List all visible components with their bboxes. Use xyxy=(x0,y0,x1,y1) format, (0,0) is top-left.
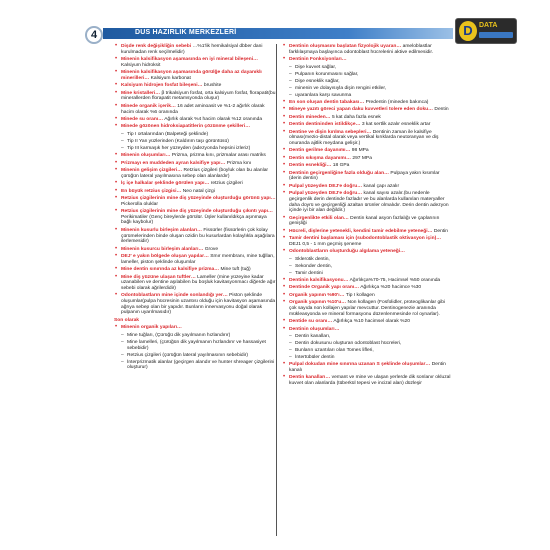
sub-item: – uyaranlara karşı savunma xyxy=(282,93,452,99)
bullet-text: Prizma, prizma kını, prizmalar arası matriks xyxy=(171,153,266,159)
bullet-item xyxy=(114,161,276,167)
bullet-text: Dentin xyxy=(434,107,449,113)
bullet-term: İç içe halkalar şeklinde görülen yapı… xyxy=(121,181,210,187)
bullet-item xyxy=(282,191,452,214)
bullet-item xyxy=(114,83,276,89)
bullet-term: Kalsiyum hidrojen fosfat bileşeni… xyxy=(121,83,203,89)
bullet-item xyxy=(114,153,276,159)
bullet-term: Minede su oranı… xyxy=(121,117,164,122)
bullet-text: Dentin xyxy=(433,228,449,234)
bullet-item xyxy=(282,229,452,235)
bullet-item xyxy=(282,122,452,128)
bullet-item xyxy=(282,300,452,317)
bullet-item xyxy=(282,278,452,284)
bullet-text: 297 MPa xyxy=(352,155,372,161)
bullet-item xyxy=(114,267,276,273)
bullet-text: vemant ve mine ve ulaşan yerlerde dik sonlanır okluzal kuvvet olan alanlarda (tüberkül tepesi ve incizal alan) düzleşir xyxy=(289,375,451,386)
sub-item: – Pulpanın korunmasını sağlar, xyxy=(282,72,452,78)
bullet-text: Predentin (mineden bakınca) xyxy=(365,99,429,105)
bullet-term: Dentin sıkışma dayanımı… xyxy=(289,155,351,161)
bullet-item xyxy=(282,362,452,373)
sub-item: – Sekonder dentin, xyxy=(282,264,452,270)
logo-bar xyxy=(479,32,513,38)
bullet-item xyxy=(282,57,452,63)
bullet-item xyxy=(114,70,276,81)
bullet-term: Minenin organik yapıları… xyxy=(121,325,182,331)
bullet-text: retzius çizgileri xyxy=(210,181,243,187)
sub-item: – Dişe esneklik sağlar, xyxy=(282,79,452,85)
bullet-text: Pickerolla oluklar xyxy=(121,201,158,207)
bullet-term: Mine dentin sınırında az kalsifiye prizma… xyxy=(121,267,220,273)
bullet-text: β trikalsiyum fosfat, orta kalsiyum fosfat, florapatit(bu minerallerden florapatit metamsyonda oluşur) xyxy=(121,90,276,102)
bullet-item xyxy=(282,156,452,162)
bullet-text: …%1'lik hemikalsiyal dbber dani kurulmadan renk seçilmelidir) xyxy=(121,44,263,55)
bullet-term: Dentinin Fonksiyonları… xyxy=(289,57,347,63)
bullet-text: DEJ1 0,5 - 1 mm geçmiş şeneme xyxy=(289,241,362,247)
bullet-item xyxy=(114,293,276,316)
bullet-item xyxy=(282,148,452,154)
left-column xyxy=(114,44,276,372)
sub-item: – Sklerotik dentin, xyxy=(282,257,452,263)
right-column xyxy=(282,44,452,388)
bullet-term: Prizmayı en muddeden ayran kalsifiye yapı… xyxy=(121,160,226,166)
bullet-item xyxy=(282,171,452,182)
logo-text: DATA xyxy=(479,22,498,29)
bullet-text: Dentin kanal asyon fazlalığı ve çaplarının genişliği xyxy=(289,215,440,227)
logo-letter: D xyxy=(459,21,477,41)
bullet-term: Dentinde Organik yapı oranı… xyxy=(289,285,360,291)
bullet-text: 3 kat sertlik azalır esneklik artar xyxy=(361,122,431,128)
bullet-item xyxy=(282,163,452,169)
bullet-item xyxy=(114,57,276,68)
bullet-term: Dişde renk değişikliğin sebebi xyxy=(121,44,192,49)
bullet-item xyxy=(282,293,452,299)
bullet-item xyxy=(282,216,452,227)
bullet-term: Minenin kalsifikasyon aşamasında en iyi mineral bileşeni… xyxy=(121,57,258,63)
section-heading: Son olarak xyxy=(114,317,140,323)
page-number: 4 xyxy=(85,26,103,44)
sub-item: – Dentin dokusunu oluşturan odontoblast hücreleri, xyxy=(282,341,452,347)
sub-item: – Tip III karmaşık her yüzeyden (adezyonda hepsini izleriz) xyxy=(114,146,276,152)
bullet-term: En son oluşan dentin tabakası… xyxy=(289,99,365,105)
sub-item: – minenin ve dolayısıyla dişin rengini etkiler, xyxy=(282,86,452,92)
bullet-text: kanal sayısı azalır.(bu nedenle geçirgenlik derin dentinde fazladır ve bu alanlarda kullanılan materyaller daha doyrü ve geçirgenliği azaltan ürünler olmalıdır. Derin dentin adezyon içinde iyi bir alan değildir.) xyxy=(289,191,449,214)
page-header xyxy=(0,0,550,44)
bullet-text: Dentin kanalı xyxy=(289,362,446,373)
bullet-term: Retzius çizgilerinin mine diş yüzeyinde oluşturduğu görünü yapı… xyxy=(121,195,276,201)
bullet-text: Perikimatiler (Genç bireylerde görülür. Üşler kullanıldıkça aşınmaya bağlı kaybolur) xyxy=(121,214,267,226)
bullet-text: kanal çapı azalır xyxy=(363,183,400,189)
column-divider xyxy=(276,44,277,536)
bullet-item xyxy=(114,228,276,245)
bullet-text: Ağırlıkça%70-75, Hacimsel %50 oranında xyxy=(349,277,441,283)
bullet-item xyxy=(114,189,276,195)
bullet-text: brushite xyxy=(203,83,222,89)
bullet-term: Mineye yazıtı göreci yapan daku kuvvetleri tolere eden doku… xyxy=(289,107,434,113)
bullet-text: Fissürler (fissürlerin çok kolay çürümelerinden binde oluşan ozidin bu kusurlardan kolaylıkla aşağılara ilerlemesidir) xyxy=(121,227,275,245)
bullet-item xyxy=(114,196,276,207)
sub-item: – Tamir dentini xyxy=(282,271,452,277)
bullet-item xyxy=(114,104,276,115)
sub-item: – Tip II Yan yüzlerinden (Kaldırım taşı görüntüsü) xyxy=(114,139,276,145)
bullet-text: Grove xyxy=(204,246,219,252)
bullet-text: 16 adet aminoasit ve %1-2 ağırlık olarak hacim olarak %6 oranında xyxy=(121,103,265,115)
bullet-item xyxy=(114,117,276,123)
header-title: DUS HAZIRLIK MERKEZLERİ xyxy=(135,29,237,36)
bullet-term: Pulpal yüzeyden DEJ'e doğru… xyxy=(289,183,363,189)
bullet-term: Geçirgenlikte etkili olan… xyxy=(289,215,349,221)
bullet-text: 98 MPa xyxy=(351,148,369,154)
bullet-term: Mine kristalleri… xyxy=(121,90,161,96)
bullet-term: Dentin kanalları… xyxy=(289,375,331,381)
bullet-text: Mine tuft (tuğ) xyxy=(220,267,251,273)
sub-item: – İnterprizmatik alanlar (geçirgen alandır ve hunter shreager çizgilerini oluşturur) xyxy=(114,360,276,371)
bullet-term: En büyük retzius çizgisi… xyxy=(121,188,182,194)
sub-item: – Mine lamelleri, (çürüğün dik yayılmanın hızlandırır ve hassasiyet sebebidir) xyxy=(114,340,276,351)
bullet-term: Dentinin kalsifikasyonu… xyxy=(289,277,349,283)
bullet-term: Dentin gerilme dayanımı… xyxy=(289,148,351,154)
bullet-item xyxy=(114,91,276,102)
bullet-item xyxy=(282,249,452,255)
bullet-item xyxy=(282,375,452,386)
bullet-term: Dentinin geçirgenliğine fazla olduğu alan… xyxy=(289,170,389,176)
bullet-item xyxy=(114,181,276,187)
bullet-item xyxy=(114,168,276,179)
bullet-term: Dentine ve dişin kırılma sebepleri… xyxy=(289,129,372,135)
bullet-item xyxy=(282,107,452,113)
bullet-text: Pulpaya yakın kısımlar (derin dentin) xyxy=(289,170,440,182)
bullet-term: Organik yapının %90'ı… xyxy=(289,292,345,298)
bullet-term: Pulpal yüzeyden DEJ'e doğru… xyxy=(289,191,363,197)
bullet-item xyxy=(282,327,452,333)
bullet-item xyxy=(114,124,276,130)
bullet-text: Non kollagen (Fosfolidler, proteoglikanlar gibi çok sayıda non kollajen yapılar mevcuttur. Dentinogenezie aranında mükleasyonda ve mineral formasyonu düzenlenmesinde rol oynarlar). xyxy=(289,300,446,317)
bullet-item xyxy=(114,254,276,265)
sub-item: – Dentin kanalları, xyxy=(282,334,452,340)
sub-item: – Dişe kuvvet sağlar, xyxy=(282,65,452,71)
bullet-item xyxy=(114,325,276,331)
bullet-term: Dentinin oluşumları… xyxy=(289,326,340,332)
sub-item: – Bunların uzantıları olan Tomes lifleri, xyxy=(282,348,452,354)
bullet-item xyxy=(282,130,452,147)
bullet-text: Dentinin zaman ile kalsifiye olması(mezio-distal olarak veya vertikal kırıklarda neutoranyan ve diş onuranda ajitlik meydana gelişir.) xyxy=(289,129,439,146)
bullet-term: Odontoblastların mine içinde sonlandığı yer… xyxy=(121,293,228,299)
bullet-text: Prizma kını xyxy=(226,160,252,166)
bullet-text: Ağırlıkça %20 hacimce %30 xyxy=(360,285,422,291)
bullet-term: Minenin kusurlu birleşim alanları… xyxy=(121,227,202,233)
bullet-term: Organik yapının %10'u… xyxy=(289,300,347,306)
bullet-term: Dentide su oranı… xyxy=(289,319,333,325)
bullet-item xyxy=(282,236,452,247)
bullet-text: Neo natal çizgi xyxy=(182,188,215,194)
bullet-text: Retzius çizgileri (boyluk olan bu alanlar çürüğün lateral yayılmasına sebep olan alanlardır) xyxy=(121,167,269,179)
bullet-term: Dentin mineden… xyxy=(289,114,331,120)
bullet-text: Smır membranı, mine tuğlları, lameller, piston şeklinde oluşumlar xyxy=(121,254,275,265)
sub-item: – İntertübüler dentin xyxy=(282,355,452,361)
bullet-term: Odontoblastların oluşturduğu algılama yeteneği… xyxy=(289,249,406,255)
bullet-term: Pulpal dokudan mine sınırına uzanan S şeklinde oluşumlar… xyxy=(289,362,431,368)
bullet-item xyxy=(282,115,452,121)
bullet-term: Dentin esnekliği… xyxy=(289,163,332,169)
bullet-text: 5 kat daha fazla esnek xyxy=(331,114,381,120)
sub-item: – Retzius çizgileri (çürüğün lateral yayılmasının sebebidir) xyxy=(114,353,276,359)
bullet-term: Dentinin oluşmasını başlatan fizyolojik uyaran… xyxy=(289,44,402,49)
bullet-text: Piston şeklinde oluşumlar(pulpa hücresinin uzantısı olduğu için kavitasyon aşamasında ağrıya sebep olan bir yapıdır. Bunların innervasyonu doğal olarak pulpanın uyarılmasıdır) xyxy=(121,293,276,316)
bullet-item xyxy=(114,44,276,55)
bullet-term: Minede gözönen hidroksiapatitlerin çözünme şekilleri… xyxy=(121,124,251,130)
bullet-text: Ağırlık olarak %4 hacim olarak %12 oranında xyxy=(164,117,263,122)
bullet-text: Ağırlıkça %10 hacimsel olarak %20 xyxy=(333,319,410,325)
bullet-term: DEJ' e yakın bölgede oluşan yapılar… xyxy=(121,254,209,260)
bullet-term: Minenin gelişim çizgileri… xyxy=(121,167,183,173)
bullet-item xyxy=(114,275,276,292)
publisher-logo xyxy=(455,18,517,44)
bullet-item xyxy=(114,247,276,253)
bullet-item xyxy=(282,285,452,291)
bullet-text: Kalsiyum hidroksit xyxy=(121,62,161,68)
bullet-term: Dentin dentininden istildikçe… xyxy=(289,122,361,128)
sub-item: – Mine tuğları, (Çürüğü dik yayılmanın hızlandırır) xyxy=(114,333,276,339)
bullet-term: Minede organik içerik… xyxy=(121,103,176,109)
bullet-item xyxy=(282,44,452,55)
bullet-term: Mine diş yüzüne ulaşan tuftler… xyxy=(121,274,196,280)
bullet-item xyxy=(282,319,452,325)
bullet-text: Tip I kollagen xyxy=(345,292,375,298)
bullet-text: ameloblastlar farklılaşmaya başlayınca odontoblast hücrelerini aktive edilmesidir. xyxy=(289,44,434,55)
bullet-item xyxy=(282,184,452,190)
bullet-text: 18 GPa xyxy=(332,163,350,169)
bullet-text: Lameller (mine yüzeyine kadar uzanabilen ve dentine aşılabilen bu boşluk kavitasyonmacı diğerde ağır sebebi olarak ağrilerdidir) xyxy=(121,274,276,291)
bullet-term: Tamir dentini başlaması için (subodontoblastik oktivasyon için)… xyxy=(289,236,442,242)
bullet-term: Minenin oluşumları… xyxy=(121,153,171,159)
bullet-term: Retzius çizgilerinin mine diş yüzeyinde oluşturduğu çıkıntı yapı… xyxy=(121,209,273,215)
sub-item: – Tip I ortalarından (Balpeteği şeklinde) xyxy=(114,132,276,138)
bullet-term: Minenin kusurcu birleşim alanları… xyxy=(121,246,204,252)
bullet-term: Hücreli, dişlerine yetenekli, kendini tamir edebilme yeteneği… xyxy=(289,228,433,234)
bullet-item xyxy=(282,100,452,106)
bullet-term: Minenin kalsifikasyon aşamasında görülğe daha az dayanıklı minerilleri… xyxy=(121,70,262,81)
bullet-text: Kalsiyum karbonat xyxy=(150,75,191,81)
bullet-item xyxy=(114,209,276,226)
